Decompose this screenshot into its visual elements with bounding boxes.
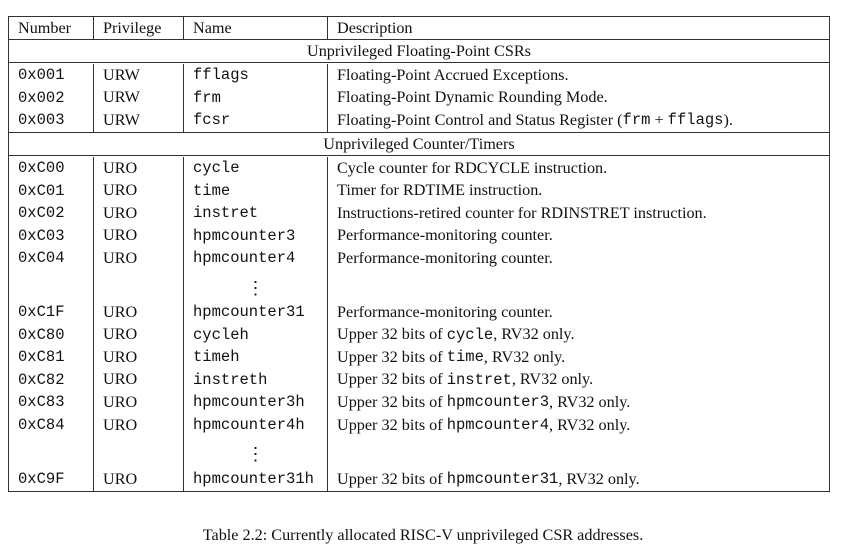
csr-description: Floating-Point Accrued Exceptions.	[337, 65, 569, 84]
vertical-ellipsis-icon: ⋮	[184, 270, 328, 301]
csr-description	[328, 391, 829, 414]
description-code: cycle	[446, 325, 494, 344]
csr-name: fflags	[184, 64, 328, 87]
csr-description: Instructions-retired counter for RDINSTRET instruction.	[337, 203, 707, 222]
csr-name: hpmcounter4	[184, 247, 328, 270]
csr-description	[328, 346, 829, 369]
csr-name: hpmcounter31	[184, 301, 328, 324]
csr-number: 0xC82	[9, 369, 94, 392]
vertical-ellipsis-icon: ⋮	[184, 436, 328, 467]
description-text: , RV32 only.	[511, 370, 594, 389]
csr-number: 0xC1F	[9, 301, 94, 324]
csr-name: hpmcounter4h	[184, 414, 328, 437]
table-header-row	[9, 17, 829, 40]
csr-number: 0x001	[9, 64, 94, 87]
table-row-ellipsis	[9, 436, 829, 467]
table-row	[9, 414, 829, 437]
csr-privilege: URO	[94, 346, 184, 369]
csr-name: instreth	[184, 369, 328, 392]
header-description: Description	[337, 18, 413, 37]
description-text: Upper 32 bits of	[337, 392, 447, 411]
csr-privilege: URO	[94, 301, 184, 324]
table-row	[9, 323, 829, 346]
csr-name: time	[184, 179, 328, 202]
header-privilege: Privilege	[94, 17, 184, 39]
description-code: hpmcounter31	[446, 470, 559, 489]
csr-name: hpmcounter3h	[184, 391, 328, 414]
table-row	[9, 64, 829, 87]
csr-number: 0xC03	[9, 225, 94, 248]
csr-privilege: URO	[94, 247, 184, 270]
table-row	[9, 391, 829, 414]
table-row	[9, 225, 829, 248]
csr-name: cycle	[184, 157, 328, 180]
description-code: hpmcounter3	[446, 393, 550, 412]
table-caption: Table 2.2: Currently allocated RISC-V unprivileged CSR addresses.	[202, 526, 644, 544]
description-code: hpmcounter4	[446, 416, 550, 435]
table-row	[9, 202, 829, 225]
description-code: instret	[446, 370, 512, 389]
csr-number: 0xC01	[9, 179, 94, 202]
csr-number: 0xC02	[9, 202, 94, 225]
section-title-counter-timers: Unprivileged Counter/Timers	[9, 133, 829, 156]
csr-name: hpmcounter31h	[184, 467, 328, 491]
description-code: time	[446, 348, 484, 367]
csr-number: 0xC83	[9, 391, 94, 414]
description-text: Upper 32 bits of	[337, 347, 447, 366]
header-number: Number	[9, 17, 94, 39]
description-text: , RV32 only.	[558, 469, 640, 488]
csr-name: timeh	[184, 346, 328, 369]
csr-description: Performance-monitoring counter.	[337, 248, 553, 267]
description-text: , RV32 only.	[493, 325, 575, 344]
csr-privilege: URO	[94, 323, 184, 346]
csr-description	[328, 369, 829, 392]
csr-description	[328, 414, 829, 437]
csr-description: Cycle counter for RDCYCLE instruction.	[337, 158, 608, 177]
table-row	[9, 109, 829, 133]
csr-number: 0xC81	[9, 346, 94, 369]
csr-number: 0x002	[9, 87, 94, 110]
csr-privilege: URW	[94, 64, 184, 87]
section-title-floating-point: Unprivileged Floating-Point CSRs	[9, 40, 829, 63]
description-text: Upper 32 bits of	[337, 415, 447, 434]
csr-number: 0xC00	[9, 157, 94, 180]
description-text: Upper 32 bits of	[337, 469, 447, 488]
csr-privilege: URO	[94, 391, 184, 414]
description-code: frm	[622, 111, 651, 130]
csr-privilege: URW	[94, 87, 184, 110]
table-row	[9, 247, 829, 270]
csr-name: frm	[184, 87, 328, 110]
description-text: , RV32 only.	[549, 392, 631, 411]
csr-privilege: URO	[94, 467, 184, 491]
description-text: +	[650, 110, 668, 129]
description-text: Upper 32 bits of	[337, 325, 447, 344]
csr-name: instret	[184, 202, 328, 225]
csr-description: Performance-monitoring counter.	[337, 226, 553, 245]
csr-description	[328, 467, 829, 491]
csr-privilege: URW	[94, 109, 184, 132]
csr-description	[328, 109, 829, 132]
csr-number: 0xC80	[9, 323, 94, 346]
table-row-ellipsis	[9, 270, 829, 301]
description-text: ).	[723, 110, 733, 129]
csr-privilege: URO	[94, 157, 184, 180]
description-text: , RV32 only.	[483, 347, 566, 366]
csr-number: 0xC04	[9, 247, 94, 270]
description-text: Floating-Point Control and Status Register (	[337, 110, 623, 129]
csr-name: cycleh	[184, 323, 328, 346]
csr-description: Performance-monitoring counter.	[337, 302, 553, 321]
csr-description: Timer for RDTIME instruction.	[337, 181, 543, 200]
csr-description	[328, 323, 829, 346]
table-row	[9, 369, 829, 392]
csr-privilege: URO	[94, 414, 184, 437]
table-row	[9, 467, 829, 491]
table-row	[9, 346, 829, 369]
csr-table	[8, 16, 830, 492]
table-row	[9, 157, 829, 180]
csr-number: 0x003	[9, 109, 94, 132]
csr-description: Floating-Point Dynamic Rounding Mode.	[337, 88, 608, 107]
csr-name: hpmcounter3	[184, 225, 328, 248]
description-text: Upper 32 bits of	[337, 370, 447, 389]
table-row	[9, 87, 829, 110]
csr-privilege: URO	[94, 369, 184, 392]
csr-number: 0xC84	[9, 414, 94, 437]
csr-privilege: URO	[94, 202, 184, 225]
csr-name: fcsr	[184, 109, 328, 132]
description-code: fflags	[667, 111, 724, 130]
csr-privilege: URO	[94, 179, 184, 202]
table-row	[9, 301, 829, 324]
table-row	[9, 179, 829, 202]
csr-privilege: URO	[94, 225, 184, 248]
description-text: , RV32 only.	[549, 415, 631, 434]
header-name: Name	[184, 17, 328, 39]
csr-number: 0xC9F	[9, 467, 94, 491]
